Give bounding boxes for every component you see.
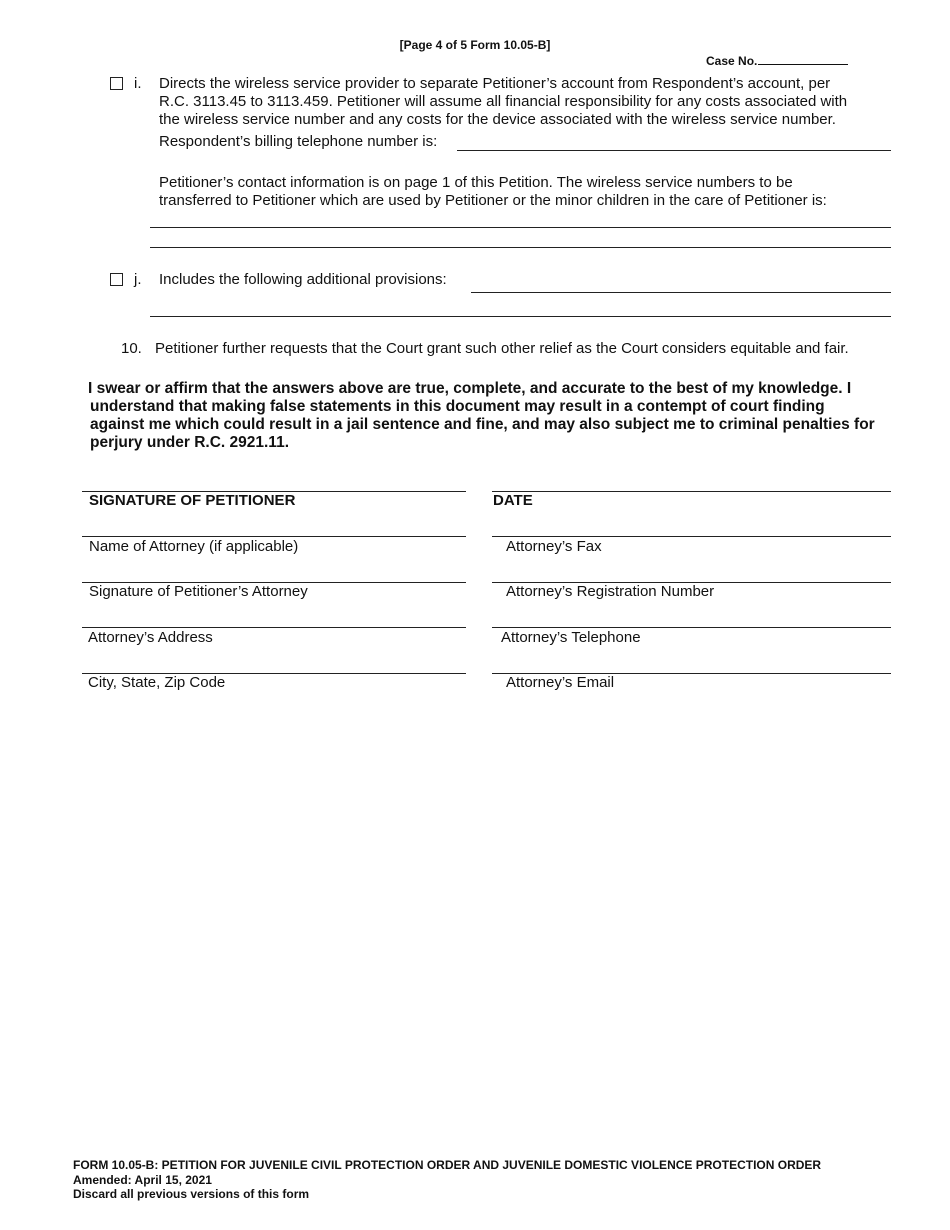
footer-amended-date: Amended: April 15, 2021: [73, 1172, 212, 1187]
petitioner-signature-label: SIGNATURE OF PETITIONER: [89, 492, 296, 509]
attorney-address-field[interactable]: [82, 627, 466, 628]
footer-discard-notice: Discard all previous versions of this form: [73, 1187, 310, 1201]
contact-info-text: [159, 174, 899, 210]
billing-number-field[interactable]: [457, 150, 891, 151]
attorney-fax-label: Attorney’s Fax: [506, 538, 602, 555]
case-number: [706, 53, 848, 68]
attorney-telephone-field[interactable]: [492, 627, 891, 628]
attorney-email-label: Attorney’s Email: [506, 674, 615, 691]
wireless-numbers-field-1[interactable]: [150, 227, 891, 228]
item-j-text: Includes the following additional provisions:: [159, 271, 447, 288]
affirmation-line: against me which could result in a jail sentence and fine, and may also subject me to criminal penalties for: [90, 416, 875, 433]
additional-provisions-field-2[interactable]: [150, 316, 891, 317]
affirmation-line: understand that making false statements in this document may result in a contempt of court finding: [90, 398, 825, 415]
attorney-signature-label: Signature of Petitioner’s Attorney: [89, 583, 308, 600]
item-j-letter: j.: [134, 271, 142, 288]
item-i-text-line: the wireless service number and any costs for the device associated with the wireless service number.: [159, 111, 836, 128]
item-i-checkbox[interactable]: [110, 77, 123, 90]
affirmation-line: perjury under R.C. 2921.11.: [90, 434, 290, 451]
item-i-text-line: Directs the wireless service provider to separate Petitioner’s account from Respondent’s account, per: [159, 75, 831, 92]
attorney-telephone-label: Attorney’s Telephone: [501, 629, 641, 646]
attorney-address-label: Attorney’s Address: [88, 629, 213, 646]
item-j-checkbox[interactable]: [110, 273, 123, 286]
footer-form-title: FORM 10.05-B: PETITION FOR JUVENILE CIVIL PROTECTION ORDER AND JUVENILE DOMESTIC VIOLENCE PROTECTION ORDER: [73, 1158, 822, 1172]
date-field[interactable]: [492, 491, 891, 492]
attorney-fax-field[interactable]: [492, 536, 891, 537]
form-footer: [73, 1158, 821, 1202]
case-number-label: Case No.: [706, 54, 758, 68]
affirmation-statement: [88, 380, 908, 452]
wireless-numbers-field-2[interactable]: [150, 247, 891, 248]
billing-number-label: Respondent’s billing telephone number is:: [159, 133, 438, 150]
item-10-number: 10.: [121, 340, 142, 357]
case-number-field[interactable]: [758, 53, 848, 65]
attorney-registration-label: Attorney’s Registration Number: [506, 583, 715, 600]
attorney-name-label: Name of Attorney (if applicable): [89, 538, 299, 555]
date-label: DATE: [493, 492, 533, 509]
page-number-header: [Page 4 of 5 Form 10.05-B]: [399, 38, 551, 52]
additional-provisions-field-1[interactable]: [471, 292, 891, 293]
affirmation-line: I swear or affirm that the answers above are true, complete, and accurate to the best of my knowledge. I: [88, 380, 852, 397]
item-i-text: [159, 75, 899, 129]
item-10-text: Petitioner further requests that the Court grant such other relief as the Court considers equitable and fair.: [155, 340, 849, 357]
item-i-letter: i.: [134, 75, 142, 92]
contact-info-line: Petitioner’s contact information is on page 1 of this Petition. The wireless service numbers to be: [159, 174, 793, 191]
attorney-name-field[interactable]: [82, 536, 466, 537]
city-state-zip-label: City, State, Zip Code: [88, 674, 226, 691]
item-i-text-line: R.C. 3113.45 to 3113.459. Petitioner will assume all financial responsibility for any costs associated with: [159, 93, 848, 110]
contact-info-line: transferred to Petitioner which are used by Petitioner or the minor children in the care of Petitioner is:: [159, 192, 827, 209]
